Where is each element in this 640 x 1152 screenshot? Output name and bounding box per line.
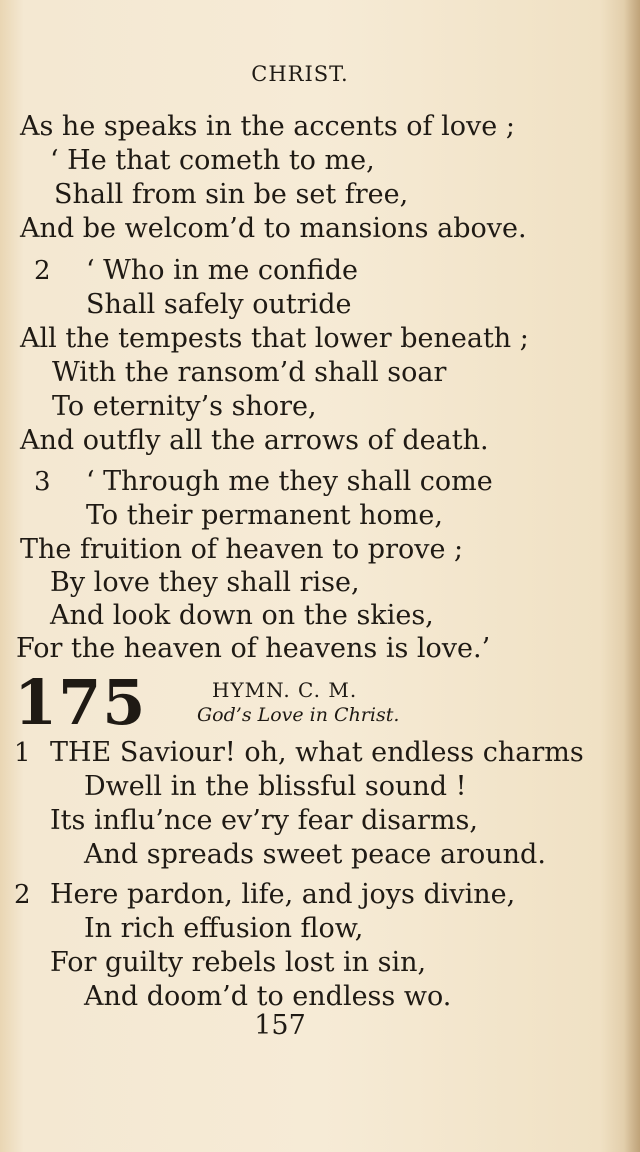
verse-number: 2 — [14, 880, 31, 910]
hymn-number: 175 — [14, 666, 147, 739]
running-header: CHRIST. — [251, 62, 349, 86]
stanza-number: 2 — [34, 256, 51, 286]
verse-line: In rich effusion flow, — [84, 913, 364, 944]
hymn-subtitle: God’s Love in Christ. — [197, 704, 400, 726]
verse-line: ‘ Who in me confide — [86, 255, 358, 286]
verse-line: For the heaven of heavens is love.’ — [16, 633, 491, 664]
hymn-meter: HYMN. C. M. — [212, 678, 358, 702]
verse-line: As he speaks in the accents of love ; — [20, 111, 515, 142]
verse-line: And look down on the skies, — [50, 600, 434, 631]
page-edge-shadow — [624, 0, 640, 1152]
verse-line: To their permanent home, — [86, 500, 443, 531]
verse-line: All the tempests that lower beneath ; — [20, 323, 529, 354]
verse-line: Dwell in the blissful sound ! — [84, 771, 467, 802]
verse-line: ‘ He that cometh to me, — [50, 145, 375, 176]
verse-line: And outfly all the arrows of death. — [20, 425, 489, 456]
verse-line: Shall from sin be set free, — [54, 179, 409, 210]
verse-line: For guilty rebels lost in sin, — [50, 947, 427, 978]
verse-line: And doom’d to endless wo. — [84, 981, 452, 1012]
verse-line: And be welcom’d to mansions above. — [20, 213, 527, 244]
verse-line: The fruition of heaven to prove ; — [20, 534, 464, 565]
verse-number: 1 — [14, 738, 31, 768]
verse-line: With the ransom’d shall soar — [52, 357, 447, 388]
verse-line: Here pardon, life, and joys divine, — [50, 879, 516, 910]
verse-line: THE Saviour! oh, what endless charms — [50, 737, 584, 768]
page-number: 157 — [254, 1010, 306, 1041]
verse-line: ‘ Through me they shall come — [86, 466, 493, 497]
verse-line: Shall safely outride — [86, 289, 352, 320]
verse-line: By love they shall rise, — [50, 567, 360, 598]
verse-line: To eternity’s shore, — [52, 391, 317, 422]
stanza-number: 3 — [34, 467, 51, 497]
verse-line: And spreads sweet peace around. — [84, 839, 546, 870]
verse-line: Its influ’nce ev’ry fear disarms, — [50, 805, 478, 836]
